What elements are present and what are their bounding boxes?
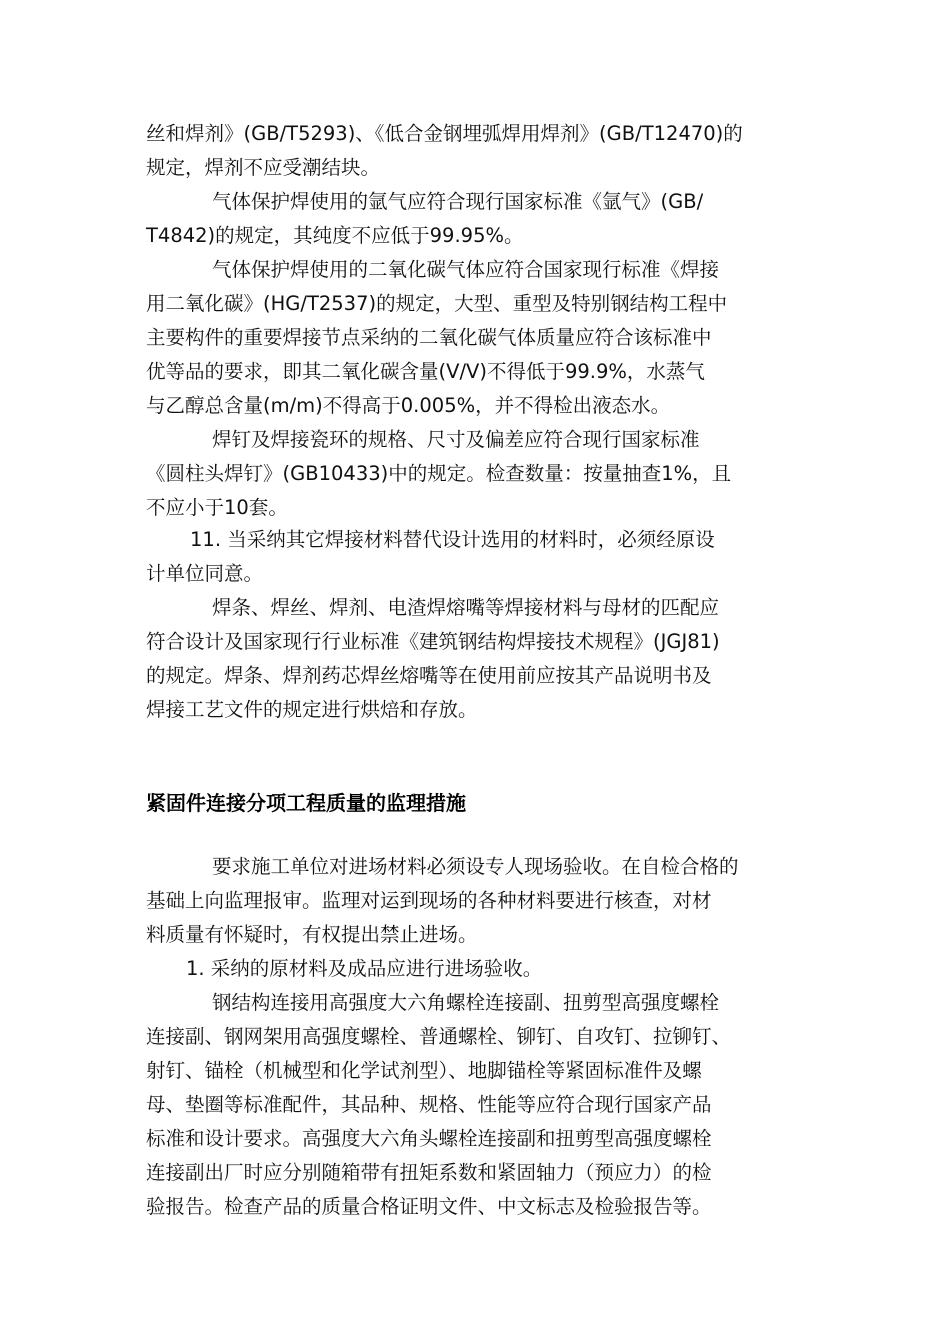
text-line: 焊接工艺文件的规定进行烘焙和存放。 [146, 698, 478, 721]
text-line: 计单位同意。 [146, 562, 264, 585]
text-line: 焊钉及焊接瓷环的规格、尺寸及偏差应符合现行国家标准 [212, 428, 700, 451]
text-line: 不应小于10套。 [146, 496, 288, 519]
text-line: 主要构件的重要焊接节点采纳的二氧化碳气体质量应符合该标准中 [146, 326, 712, 349]
text-line: 符合设计及国家现行行业标准《建筑钢结构焊接技术规程》(JGJ81) [146, 630, 720, 653]
text-line: T4842)的规定，其纯度不应低于99.95%。 [146, 224, 524, 247]
text-line: 气体保护焊使用的氩气应符合现行国家标准《氩气》(GB/ [212, 190, 704, 213]
text-line: 《圆柱头焊钉》(GB10433)中的规定。检查数量：按量抽查1%，且 [146, 462, 732, 485]
text-line: 丝和焊剂》(GB/T5293)、《低合金钢埋弧焊用焊剂》(GB/T12470)的 [146, 122, 743, 145]
text-line: 焊条、焊丝、焊剂、电渣焊熔嘴等焊接材料与母材的匹配应 [212, 596, 720, 619]
text-line: 用二氧化碳》(HG/T2537)的规定，大型、重型及特别钢结构工程中 [146, 292, 728, 315]
text-line: 料质量有怀疑时，有权提出禁止进场。 [146, 923, 478, 946]
text-line: 验报告。检查产品的质量合格证明文件、中文标志及检验报告等。 [146, 1195, 712, 1218]
text-line: 母、垫圈等标准配件，其品种、规格、性能等应符合现行国家产品 [146, 1093, 712, 1116]
text-line: 基础上向监理报审。监理对运到现场的各种材料要进行核查，对材 [146, 889, 712, 912]
text-line: 标准和设计要求。高强度大六角头螺栓连接副和扭剪型高强度螺栓 [146, 1127, 712, 1150]
text-line: 与乙醇总含量(m/m)不得高于0.005%，并不得检出液态水。 [146, 394, 671, 417]
text-line: 要求施工单位对进场材料必须设专人现场验收。在自检合格的 [212, 855, 739, 878]
text-line: 连接副出厂时应分别随箱带有扭矩系数和紧固轴力（预应力）的检 [146, 1161, 712, 1184]
text-line: 射钉、锚栓（机械型和化学试剂型）、地脚锚栓等紧固标准件及螺 [146, 1059, 702, 1082]
numbered-item: 1. 采纳的原材料及成品应进行进场验收。 [186, 957, 543, 980]
text-line: 连接副、钢网架用高强度螺栓、普通螺栓、铆钉、自攻钉、拉铆钉、 [146, 1025, 732, 1048]
section-heading: 紧固件连接分项工程质量的监理措施 [146, 791, 466, 815]
text-line: 优等品的要求，即其二氧化碳含量(V/V)不得低于99.9%，水蒸气 [146, 360, 705, 383]
text-line: 气体保护焊使用的二氧化碳气体应符合国家现行标准《焊接 [212, 258, 720, 281]
text-line: 规定，焊剂不应受潮结块。 [146, 156, 381, 179]
numbered-item: 11. 当采纳其它焊接材料替代设计选用的材料时，必须经原设 [190, 528, 715, 551]
text-line: 的规定。焊条、焊剂药芯焊丝熔嘴等在使用前应按其产品说明书及 [146, 664, 712, 687]
text-line: 钢结构连接用高强度大六角螺栓连接副、扭剪型高强度螺栓 [212, 991, 720, 1014]
